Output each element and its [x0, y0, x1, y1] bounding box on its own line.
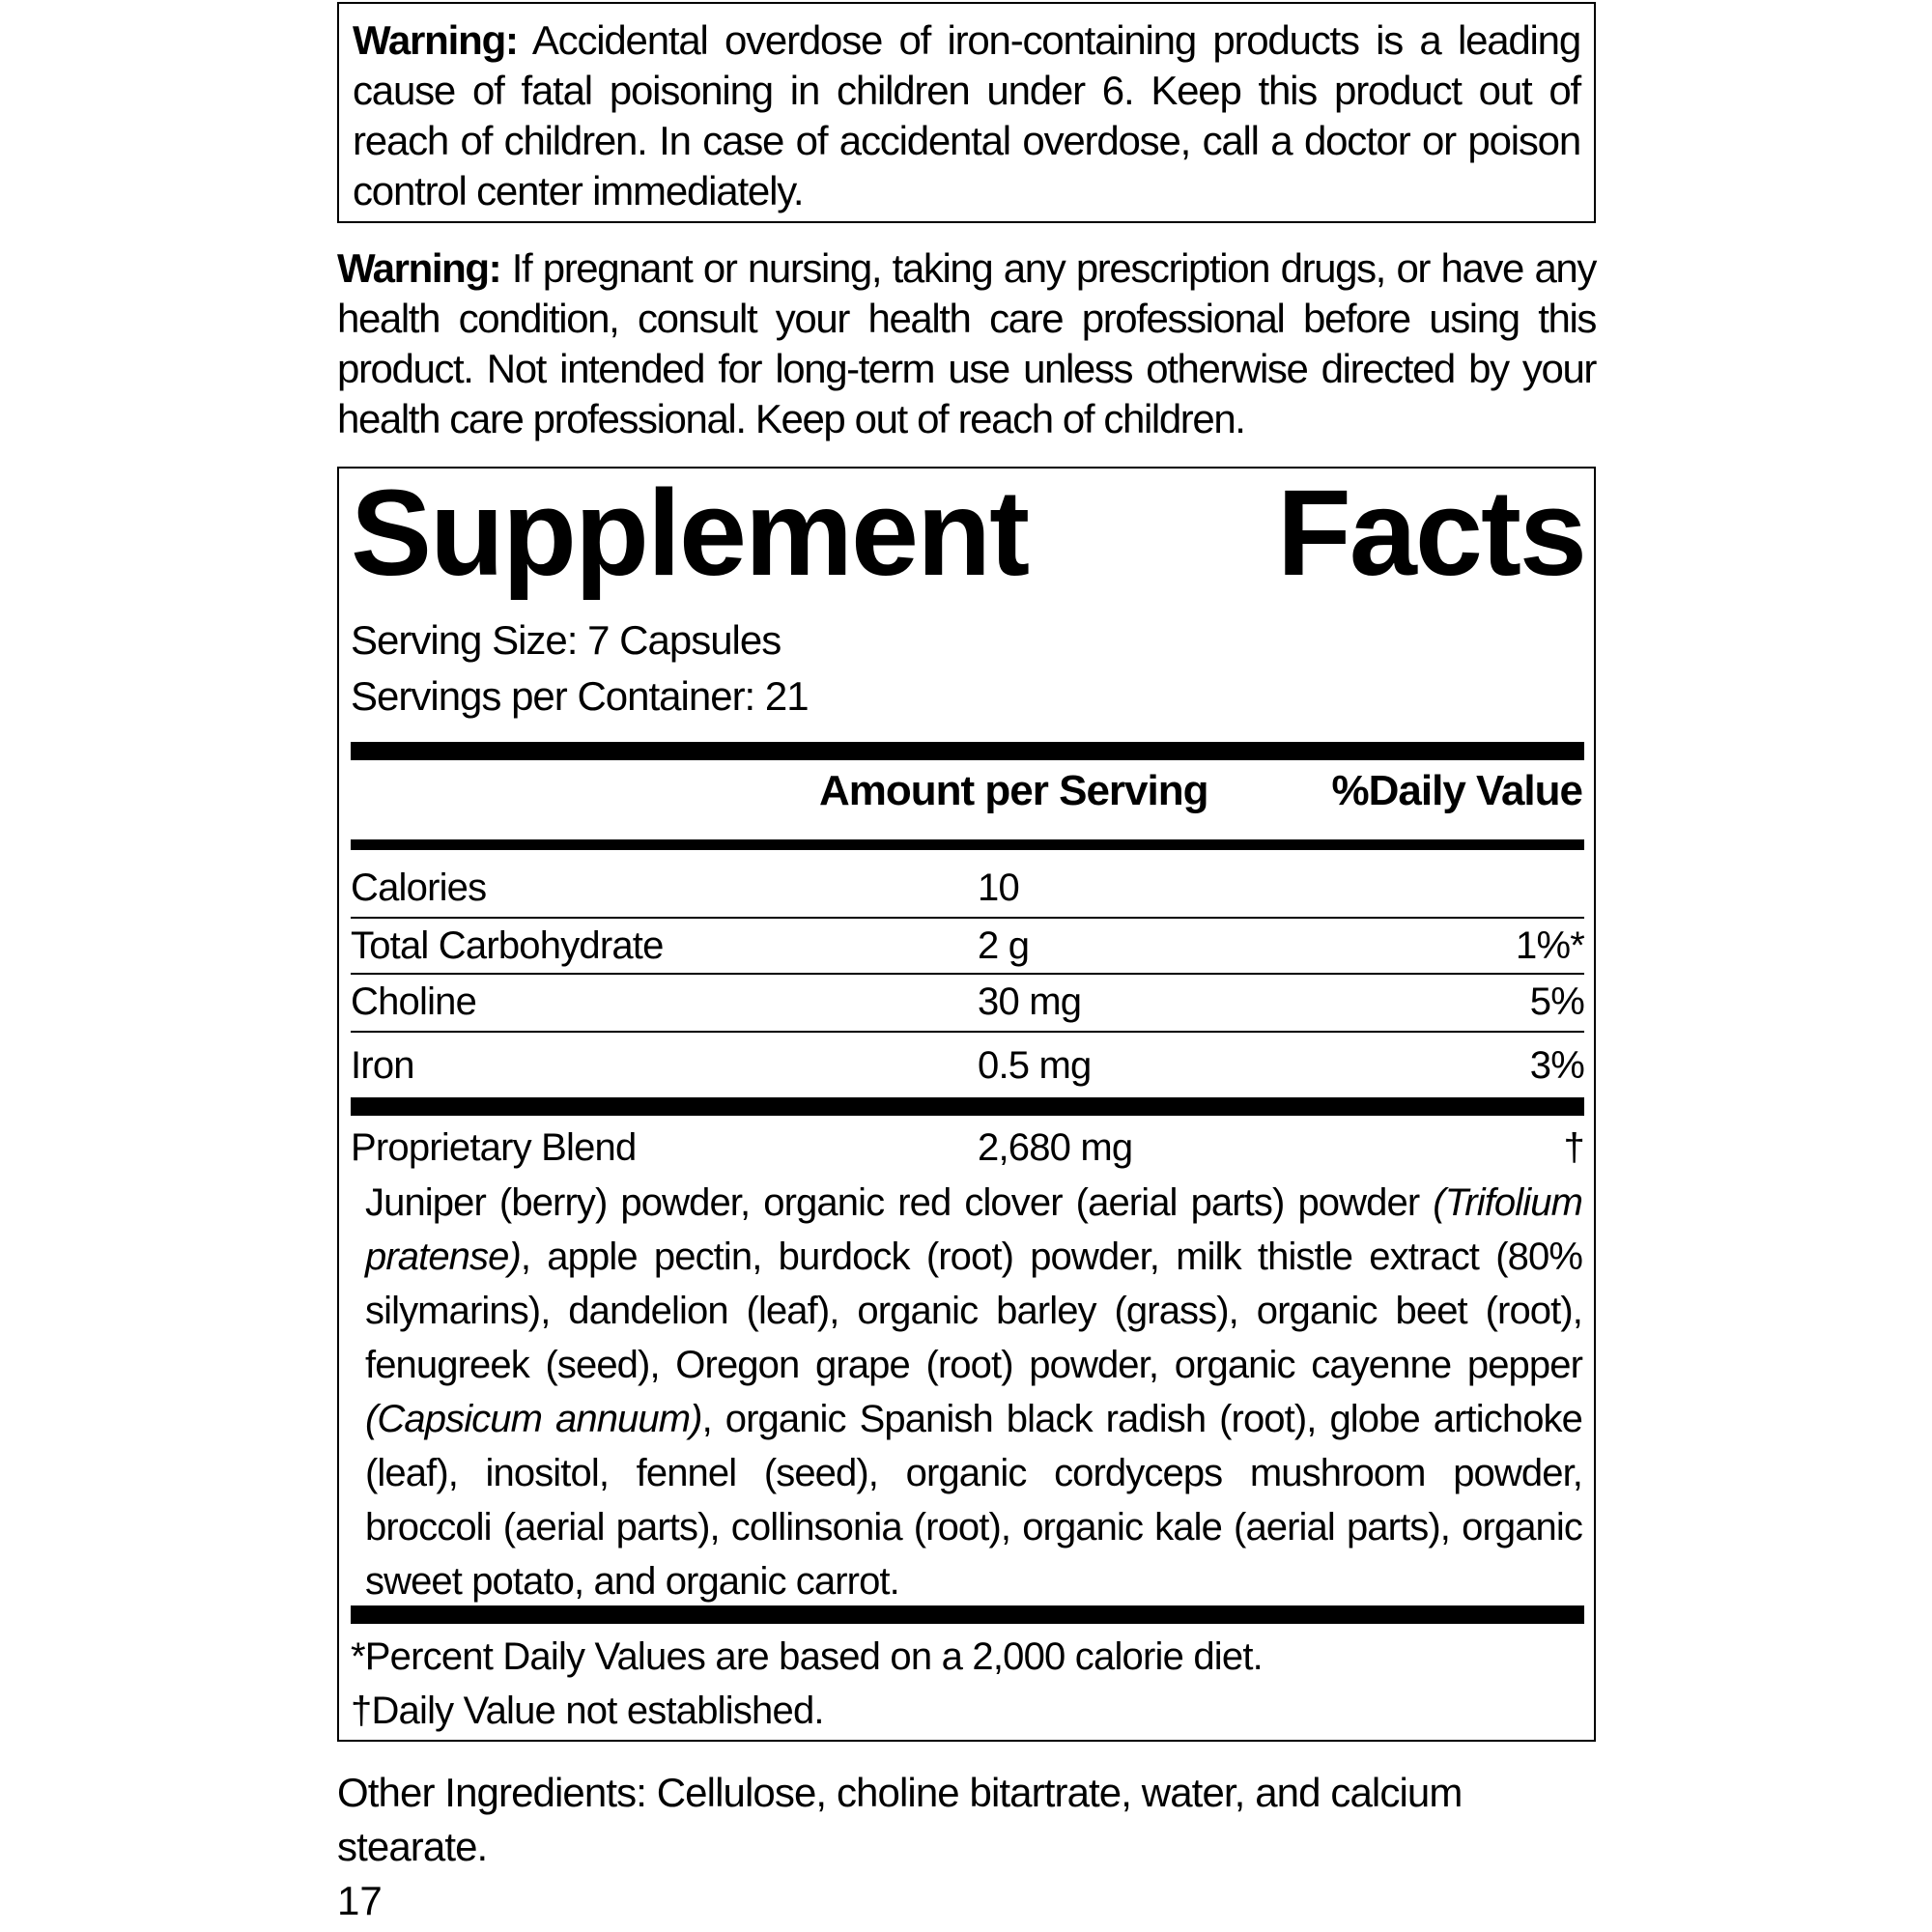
- blend-name: Proprietary Blend: [351, 1126, 637, 1169]
- nutrient-name: Calories: [351, 867, 487, 909]
- page-number: 17: [337, 1878, 383, 1923]
- nutrient-name: Choline: [351, 980, 477, 1023]
- blend-ingredients: [365, 1176, 1582, 1608]
- general-warning-label: Warning:: [337, 245, 501, 291]
- thick-divider-top: [351, 742, 1584, 760]
- supplement-facts-title: [351, 465, 1585, 601]
- nutrient-amount: 10: [978, 867, 1019, 909]
- medium-divider: [351, 839, 1584, 850]
- nutrient-row-choline: [351, 975, 1584, 1029]
- iron-warning-text: Accidental overdose of iron-containing products is a leading cause of fatal poisoning in children under 6. Keep this product out of reach of children. In case of accidental overdose, call a doctor or poison control center immediately.: [353, 17, 1580, 213]
- nutrient-amount: 0.5 mg: [978, 1044, 1092, 1087]
- nutrient-amount: 30 mg: [978, 980, 1082, 1023]
- title-word-facts: Facts: [1276, 465, 1585, 601]
- header-daily-value: %Daily Value: [1331, 767, 1582, 814]
- row-divider: [351, 1031, 1584, 1033]
- blend-text-part: , organic Spanish black radish (root), globe artichoke (leaf), inositol, fennel (seed), organic cordyceps mushroom powder, broccoli (aerial parts), collinsonia (root), organic kale (aerial parts), organic sweet potato, and organic carrot.: [365, 1398, 1582, 1603]
- blend-latin-name: (Capsicum annuum): [365, 1398, 702, 1440]
- thick-divider-blend: [351, 1097, 1584, 1116]
- nutrient-amount: 2 g: [978, 924, 1030, 967]
- blend-text-part: Juniper (berry) powder, organic red clover (aerial parts) powder: [365, 1181, 1434, 1224]
- title-word-supplement: Supplement: [351, 465, 1029, 601]
- proprietary-blend-row: [351, 1121, 1584, 1175]
- iron-warning-label: Warning:: [353, 17, 518, 63]
- nutrient-row-iron: [351, 1038, 1584, 1093]
- nutrient-row-total-carbohydrate: [351, 919, 1584, 973]
- nutrient-row-calories: [351, 861, 1584, 915]
- blend-latin-name: (Trifolium pratense): [365, 1181, 1582, 1278]
- general-warning: [337, 243, 1596, 444]
- nutrient-dv: 3%: [1529, 1044, 1584, 1087]
- blend-text-part: , apple pectin, burdock (root) powder, milk thistle extract (80% silymarins), dandelion (leaf), organic barley (grass), organic beet (root), fenugreek (seed), Oregon grape (root) powder, organic cayenne pepper: [365, 1236, 1582, 1386]
- general-warning-text: If pregnant or nursing, taking any prescription drugs, or have any health condition, consult your health care professional before using this product. Not intended for long-term use unless otherwise directed by your health care professional. Keep out of reach of children.: [337, 245, 1596, 441]
- other-ingredients: Other Ingredients: Cellulose, choline bitartrate, water, and calcium stearate.: [337, 1770, 1463, 1869]
- blend-dv: †: [1563, 1126, 1584, 1169]
- nutrient-name: Iron: [351, 1044, 414, 1087]
- header-amount-per-serving: Amount per Serving: [819, 767, 1208, 814]
- footnote-percent-dv: *Percent Daily Values are based on a 2,000 calorie diet.: [351, 1635, 1263, 1678]
- footnote-dv-not-established: †Daily Value not established.: [351, 1690, 824, 1732]
- blend-amount: 2,680 mg: [978, 1126, 1133, 1169]
- serving-size: Serving Size: 7 Capsules: [351, 617, 781, 663]
- nutrient-name: Total Carbohydrate: [351, 924, 664, 967]
- nutrient-dv: 5%: [1529, 980, 1584, 1023]
- thick-divider-bottom: [351, 1605, 1584, 1624]
- nutrient-dv: 1%*: [1516, 924, 1584, 967]
- iron-warning-box: [337, 2, 1596, 223]
- servings-per-container: Servings per Container: 21: [351, 673, 809, 719]
- supplement-facts-panel: [337, 467, 1596, 1742]
